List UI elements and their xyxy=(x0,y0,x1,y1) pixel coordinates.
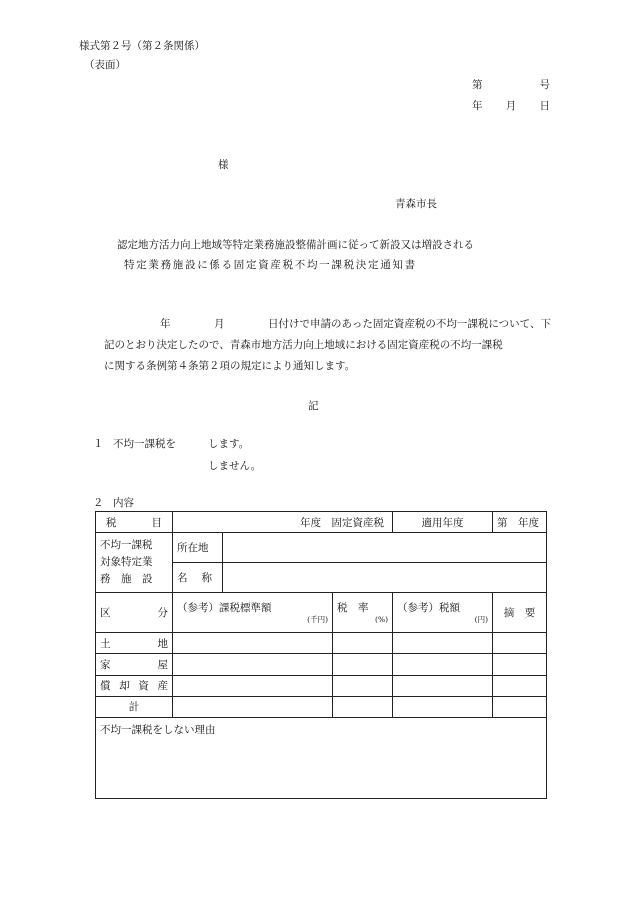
apply-year-value: 第 年度 xyxy=(493,512,547,533)
reason-label: 不均一課税をしない理由 xyxy=(100,723,216,736)
row-land-char1: 土 xyxy=(100,637,111,650)
issuer: 青森市長 xyxy=(395,198,437,210)
facility-label-line3: 務 施 設 xyxy=(100,573,153,586)
standard-amount-header xyxy=(173,593,333,633)
tax-rate-header xyxy=(333,593,393,633)
remarks-label: 摘 要 xyxy=(493,593,547,633)
row-land-label xyxy=(96,633,173,654)
land-remarks[interactable] xyxy=(493,633,547,654)
row-depreciable-label xyxy=(96,675,173,696)
section1-label: 不均一課税を xyxy=(113,438,176,450)
total-tax-rate[interactable] xyxy=(333,696,393,717)
row-depreciable-char4: 産 xyxy=(157,680,168,693)
location-value[interactable] xyxy=(223,533,547,563)
house-standard-amount[interactable] xyxy=(173,654,333,675)
category-char1: 区 xyxy=(100,607,111,620)
ki-heading: 記 xyxy=(308,400,319,412)
tax-item-char1: 税 xyxy=(106,516,117,529)
row-land-char2: 地 xyxy=(157,637,168,650)
facility-label xyxy=(96,533,173,593)
date-month: 月 xyxy=(505,100,517,112)
body-month: 月 xyxy=(214,318,225,330)
total-tax-amount[interactable] xyxy=(393,696,493,717)
body-line3: に関する条例第４条第２項の規定により通知します。 xyxy=(104,360,356,372)
date-day: 日 xyxy=(539,100,550,112)
house-tax-rate[interactable] xyxy=(333,654,393,675)
row-depreciable-char3: 資 xyxy=(138,680,149,693)
number-prefix: 第 xyxy=(472,79,483,91)
tax-item-value: 年度 固定資産税 xyxy=(173,512,393,533)
location-label: 所在地 xyxy=(173,533,223,563)
standard-amount-label: （参考）課税標準額 xyxy=(177,601,272,614)
section2-label: 内容 xyxy=(113,497,134,509)
tax-rate-label: 税 率 xyxy=(337,601,369,614)
house-tax-amount[interactable] xyxy=(393,654,493,675)
tax-item-label xyxy=(96,512,173,533)
land-tax-rate[interactable] xyxy=(333,633,393,654)
body-line2: 記のとおり決定したので、青森市地方活力向上地域における固定資産税の不均一課税 xyxy=(104,339,503,351)
land-tax-amount[interactable] xyxy=(393,633,493,654)
total-remarks[interactable] xyxy=(493,696,547,717)
body-year: 年 xyxy=(160,318,171,330)
table-row xyxy=(96,675,547,696)
table-row xyxy=(96,654,547,675)
name-char2: 称 xyxy=(201,572,212,585)
table-row xyxy=(96,696,547,717)
body-text xyxy=(104,314,551,377)
depreciable-remarks[interactable] xyxy=(493,675,547,696)
document-title-line1: 認定地方活力向上地域等特定業務施設整備計画に従って新設又は増設される xyxy=(117,239,474,251)
date-year: 年 xyxy=(472,100,483,112)
row-house-label xyxy=(96,654,173,675)
standard-amount-unit: (千円) xyxy=(307,614,328,624)
facility-label-line1: 不均一課税 xyxy=(100,539,153,552)
body-line1 xyxy=(104,314,551,335)
land-standard-amount[interactable] xyxy=(173,633,333,654)
row-depreciable-char2: 却 xyxy=(119,680,130,693)
tax-rate-unit: (%) xyxy=(375,614,389,624)
row-depreciable-char1: 償 xyxy=(100,680,111,693)
depreciable-tax-rate[interactable] xyxy=(333,675,393,696)
category-label xyxy=(96,593,173,633)
document-number-line xyxy=(472,77,550,92)
facility-label-line2: 対象特定業 xyxy=(100,556,153,569)
table-row xyxy=(96,633,547,654)
name-label xyxy=(173,563,223,593)
date-line xyxy=(472,98,550,113)
house-remarks[interactable] xyxy=(493,654,547,675)
tax-item-char2: 目 xyxy=(151,516,162,529)
content-table xyxy=(95,511,547,799)
row-house-char1: 家 xyxy=(100,658,111,671)
tax-amount-header xyxy=(393,593,493,633)
name-value[interactable] xyxy=(223,563,547,593)
row-house-char2: 屋 xyxy=(157,658,168,671)
tax-amount-unit: (円) xyxy=(474,614,489,624)
body-line1-rest: 日付けで申請のあった固定資産税の不均一課税について、下 xyxy=(268,318,551,330)
total-standard-amount[interactable] xyxy=(173,696,333,717)
tax-amount-label: （参考）税額 xyxy=(397,601,461,614)
apply-year-label: 適用年度 xyxy=(393,512,493,533)
section2-number: ２ xyxy=(93,497,104,509)
option-will-apply: します。 xyxy=(208,438,250,450)
section1-number: １ xyxy=(93,438,104,450)
option-will-not-apply: しません。 xyxy=(208,460,262,472)
depreciable-standard-amount[interactable] xyxy=(173,675,333,696)
name-char1: 名 xyxy=(177,572,188,585)
number-suffix: 号 xyxy=(539,79,550,91)
reason-cell[interactable] xyxy=(96,717,547,798)
category-char2: 分 xyxy=(157,607,168,620)
addressee-honorific: 様 xyxy=(218,159,229,171)
side-label: （表面） xyxy=(84,59,126,71)
depreciable-tax-amount[interactable] xyxy=(393,675,493,696)
form-number: 様式第２号（第２条関係） xyxy=(79,40,205,52)
document-title-line2: 特定業務施設に係る固定資産税不均一課税決定通知書 xyxy=(124,259,417,271)
row-total-label: 計 xyxy=(96,696,173,717)
